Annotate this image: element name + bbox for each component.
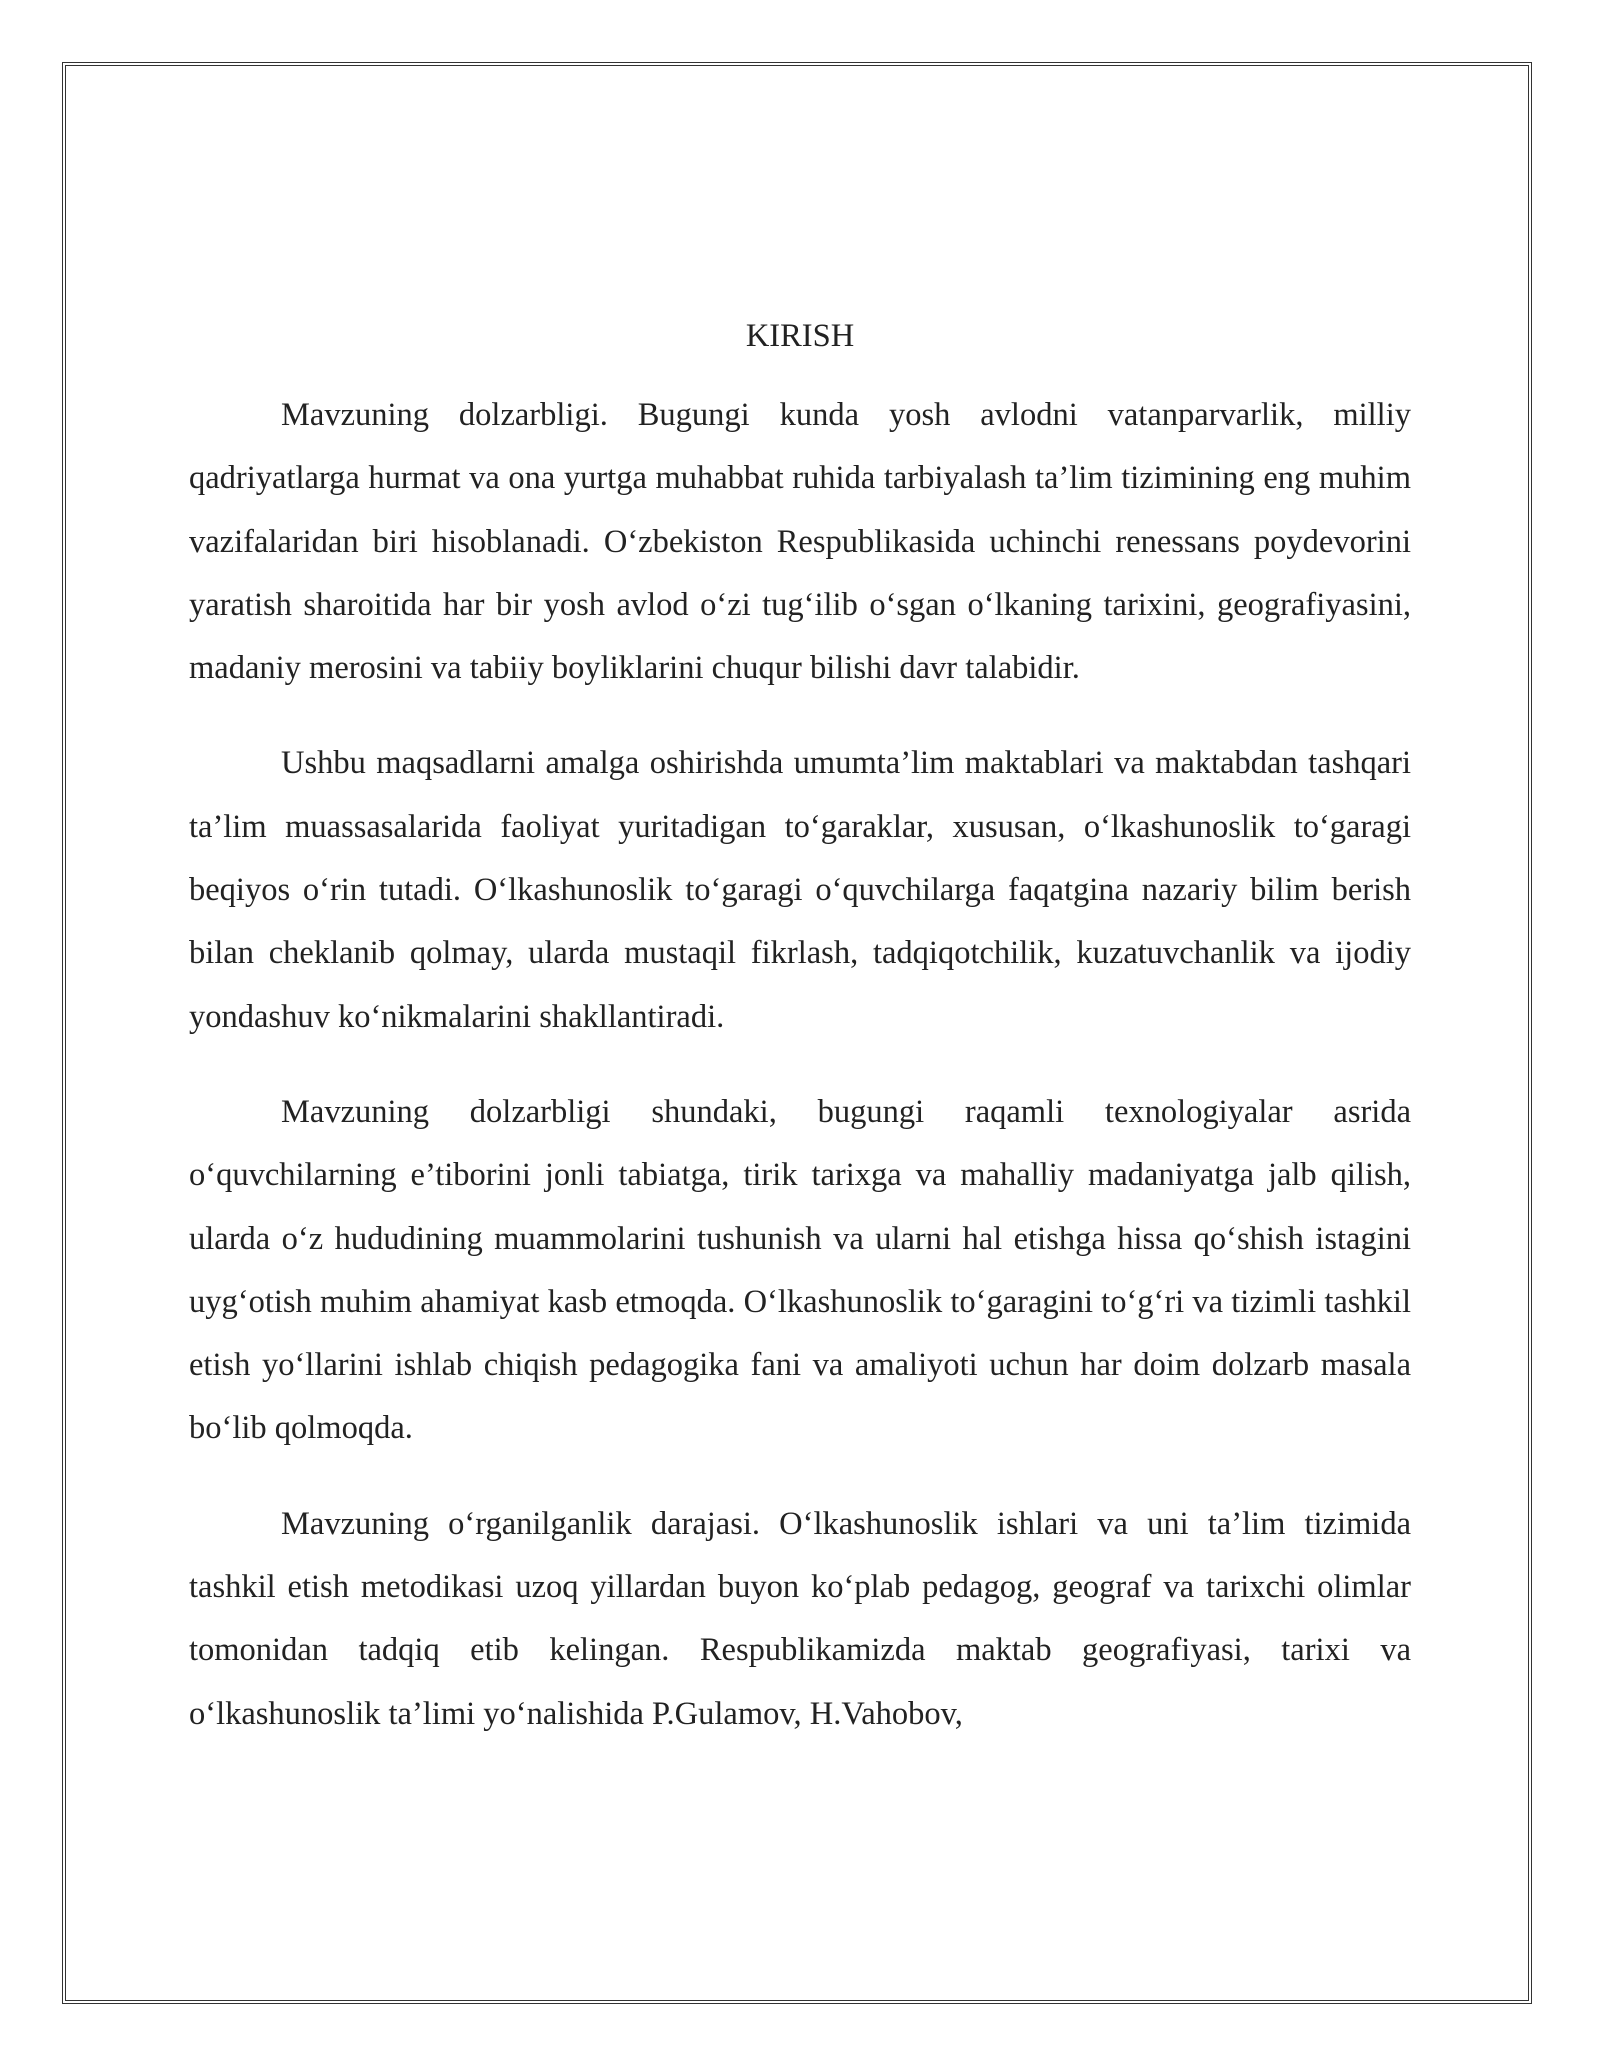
document-body	[189, 312, 1411, 1778]
section-title: KIRISH	[745, 318, 855, 354]
paragraph-study-level: Mavzuning o‘rganilganlik darajasi. O‘lkashunoslik ishlari va uni ta’lim tizimida tashkil etish metodikasi uzoq yillardan buyon ko‘plab pedagog, geograf va tarixchi olimlar tomonidan tadqiq etib kelingan. Respublikamizda maktab geografiyasi, tarixi va o‘lkashunoslik ta’limi yo‘nalishida P.Gulamov, H.Vahobov,	[189, 1505, 1411, 1732]
paragraph-goals: Ushbu maqsadlarni amalga oshirishda umumta’lim maktablari va maktabdan tashqari ta’lim muassasalarida faoliyat yuritadigan to‘garaklar, xususan, o‘lkashunoslik to‘garagi beqiyos o‘rin tutadi. O‘lkashunoslik to‘garagi o‘quvchilarga faqatgina nazariy bilim berish bilan cheklanib qolmay, ularda mustaqil fikrlash, tadqiqotchilik, kuzatuvchanlik va ijodiy yondashuv ko‘nikmalarini shakllantiradi.	[189, 745, 1411, 1035]
paragraph-relevance-detail: Mavzuning dolzarbligi shundaki, bugungi raqamli texnologiyalar asrida o‘quvchilarning e’tiborini jonli tabiatga, tirik tarixga va mahalliy madaniyatga jalb qilish, ularda o‘z hududining muammolarini tushunish va ularni hal etishga hissa qo‘shish istagini uyg‘otish muhim ahamiyat kasb etmoqda. O‘lkashunoslik to‘garagini to‘g‘ri va tizimli tashkil etish yo‘llarini ishlab chiqish pedagogika fani va amaliyoti uchun har doim dolzarb masala bo‘lib qolmoqda.	[189, 1093, 1411, 1447]
paragraph-relevance: Mavzuning dolzarbligi. Bugungi kunda yosh avlodni vatanparvarlik, milliy qadriyatlarga hurmat va ona yurtga muhabbat ruhida tarbiyalash ta’lim tizimining eng muhim vazifalaridan biri hisoblanadi. O‘zbekiston Respublikasida uchinchi renessans poydevorini yaratish sharoitida har bir yosh avlod o‘zi tug‘ilib o‘sgan o‘lkaning tarixini, geografiyasini, madaniy merosini va tabiiy boyliklarini chuqur bilishi davr talabidir.	[189, 397, 1411, 687]
